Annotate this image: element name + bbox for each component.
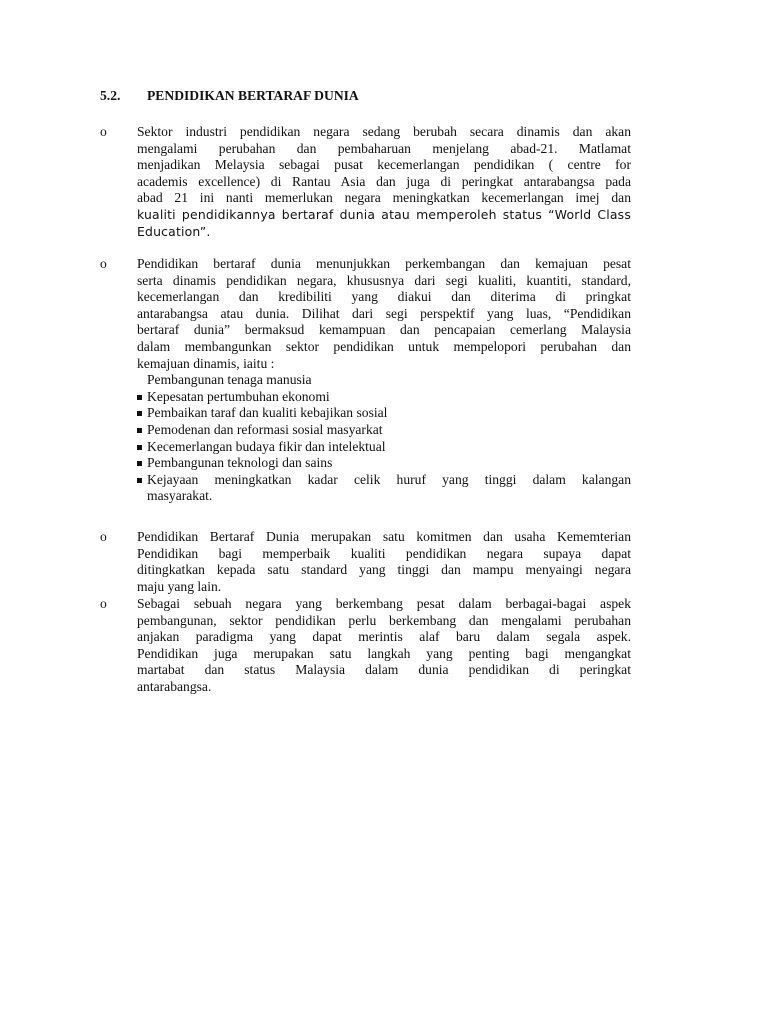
text-line: bertaraf dunia” bermaksud kemampuan dan pencapaian cemerlang Malaysia <box>137 322 631 338</box>
list-item-continuation: masyarakat. <box>147 488 213 504</box>
list-item <box>137 405 631 422</box>
text-line: academis excellence) di Rantau Asia dan juga di peringkat antarabangsa pada <box>137 173 631 189</box>
text-line: Sektor industri pendidikan negara sedang berubah secara dinamis dan akan <box>137 124 631 139</box>
text-line: maju yang lain. <box>137 578 222 594</box>
text-line: menjadikan Melaysia sebagai pusat kecemerlangan pendidikan ( centre for <box>137 157 631 173</box>
text-line: Education”. <box>137 223 211 239</box>
text-line: Sebagai sebuah negara yang berkembang pesat dalam berbagai-bagai aspek <box>137 596 631 611</box>
paragraph-marker: o <box>100 529 107 544</box>
text-line: martabat dan status Malaysia dalam dunia pendidikan di peringkat <box>137 662 631 678</box>
list-item-text: Pembangunan tenaga manusia <box>147 372 312 388</box>
text-line: kemajuan dinamis, iaitu : <box>137 355 275 371</box>
list-item-text: Pembangunan teknologi dan sains <box>147 455 333 471</box>
list-item-text: Kepesatan pertumbuhan ekonomi <box>147 388 330 404</box>
text-line: Pendidikan bagi memperbaik kualiti pendidikan negara supaya dapat <box>137 545 631 561</box>
square-bullet-icon <box>137 411 142 416</box>
list-item <box>137 422 631 439</box>
text-line: antarabangsa atau dunia. Dilihat dari segi perspektif yang luas, “Pendidikan <box>137 305 631 321</box>
paragraph-body <box>137 256 631 505</box>
text-line: kecemerlangan dan kredibiliti yang diakui dan diterima di pringkat <box>137 289 631 305</box>
text-line: dalam membangunkan sektor pendidikan untuk mempelopori perubahan dan <box>137 338 631 354</box>
text-line: mengalami perubahan dan pembaharuan menjelang abad-21. Matlamat <box>137 140 631 156</box>
text-line: Pendidikan bertaraf dunia menunjukkan perkembangan dan kemajuan pesat <box>137 256 631 271</box>
paragraph-marker: o <box>100 256 107 271</box>
square-bullet-icon <box>137 478 142 483</box>
list-item <box>137 455 631 472</box>
text-line: pembangunan, sektor pendidikan perlu berkembang dan mengalami perubahan <box>137 612 631 628</box>
section-title: PENDIDIKAN BERTARAF DUNIA <box>147 88 359 103</box>
square-bullet-icon <box>137 428 142 433</box>
list-item-text: Pemodenan dan reformasi sosial masyarkat <box>147 421 383 437</box>
list-item <box>137 472 631 489</box>
paragraph-body <box>137 124 631 240</box>
paragraph-body <box>137 529 631 595</box>
paragraph-marker: o <box>100 596 107 611</box>
text-line: abad 21 ini nanti memerlukan negara meningkatkan kecemerlangan imej dan <box>137 190 631 206</box>
text-line: kualiti pendidikannya bertaraf dunia atau memperoleh status “World Class <box>137 206 631 222</box>
list-item <box>137 389 631 406</box>
text-line: Pendidikan juga merupakan satu langkah yang penting bagi mengangkat <box>137 645 631 661</box>
text-line: Pendidikan Bertaraf Dunia merupakan satu komitmen dan usaha Kememterian <box>137 529 631 544</box>
square-bullet-icon <box>137 395 142 400</box>
square-bullet-icon <box>137 445 142 450</box>
list-item-text: Kejayaan meningkatkan kadar celik huruf yang tinggi dalam kalangan <box>147 471 631 487</box>
list-item <box>137 372 631 389</box>
list-item-text: Kecemerlangan budaya fikir dan intelektual <box>147 438 386 454</box>
text-line: anjakan paradigma yang dapat merintis alaf baru dalam segala aspek. <box>137 629 631 645</box>
section-number: 5.2. <box>100 88 121 103</box>
list-item <box>137 439 631 456</box>
bullet-list <box>137 372 631 505</box>
text-line: serta dinamis pendidikan negara, khususnya dari segi kualiti, kuantiti, standard, <box>137 272 631 288</box>
paragraph-body <box>137 596 631 696</box>
text-line: ditingkatkan kepada satu standard yang tinggi dan mampu menyaingi negara <box>137 562 631 578</box>
paragraph-marker: o <box>100 124 107 139</box>
list-item-text: Pembaikan taraf dan kualiti kebajikan sosial <box>147 405 388 421</box>
square-bullet-icon <box>137 461 142 466</box>
text-line: antarabangsa. <box>137 678 212 694</box>
